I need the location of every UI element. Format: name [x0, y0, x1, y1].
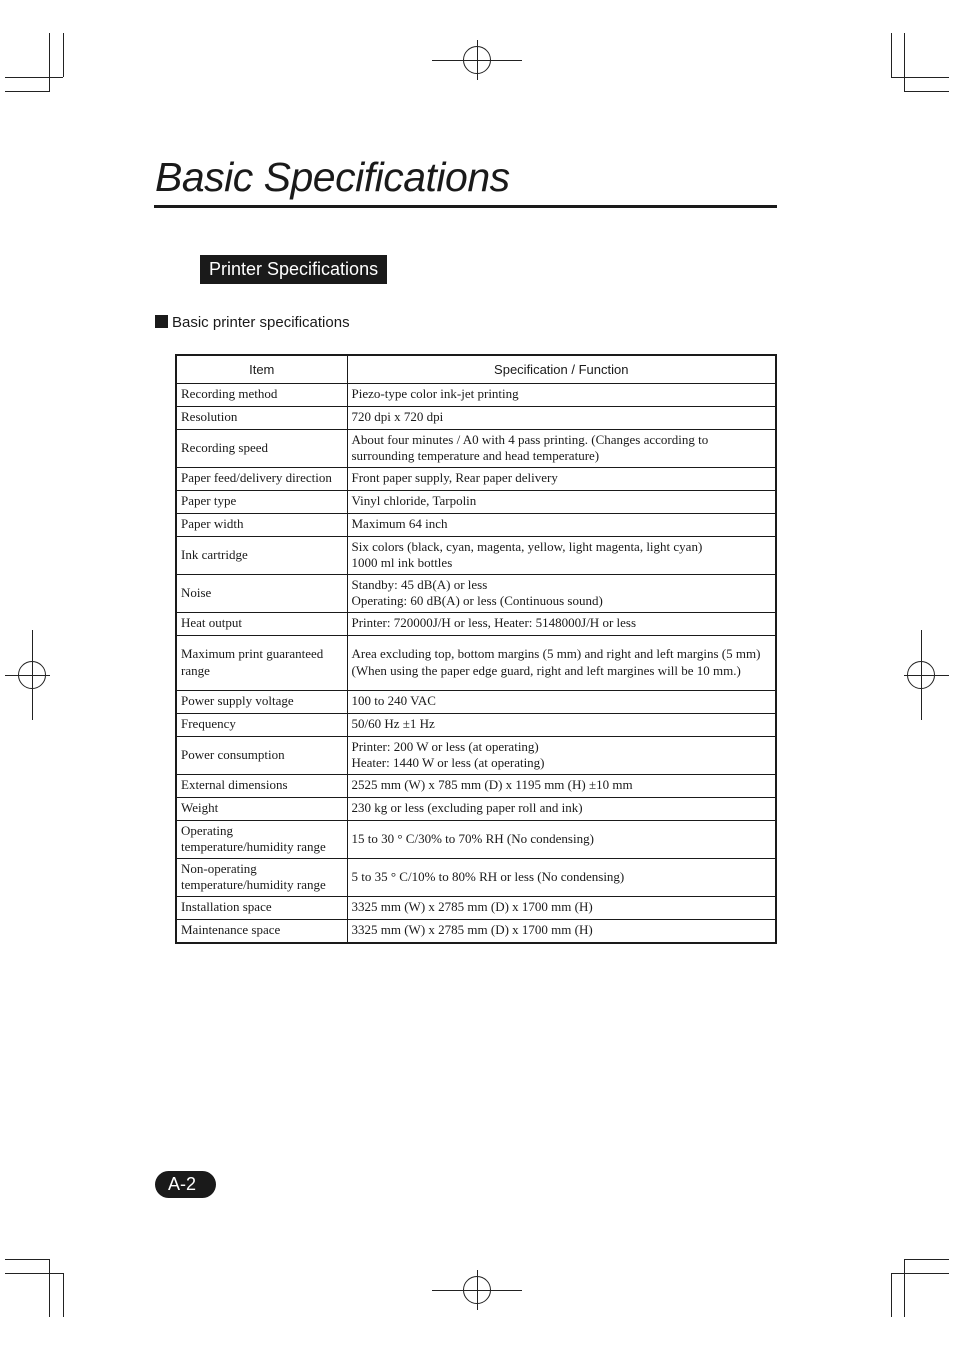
- item-cell: Resolution: [176, 407, 347, 430]
- table-row: [176, 613, 776, 636]
- table-row: [176, 714, 776, 737]
- table-row: [176, 537, 776, 575]
- spec-line: 3325 mm (W) x 2785 mm (D) x 1700 mm (H): [351, 922, 593, 938]
- registration-circle: [463, 46, 491, 74]
- item-cell: Installation space: [176, 897, 347, 920]
- spec-cell: [347, 798, 776, 821]
- item-cell: Frequency: [176, 714, 347, 737]
- table-row: [176, 821, 776, 859]
- spec-line: Six colors (black, cyan, magenta, yellow, light magenta, light cyan): [351, 538, 703, 554]
- spec-cell: [347, 575, 776, 613]
- spec-line: Area excluding top, bottom margins (5 mm) and right and left margins (5 mm) (When using the paper edge guard, right and left margines will be 10 mm.): [351, 646, 761, 678]
- spec-line: 50/60 Hz ±1 Hz: [351, 716, 435, 732]
- page-title: Basic Specifications: [155, 154, 510, 200]
- item-cell: Weight: [176, 798, 347, 821]
- spec-line: Operating: 60 dB(A) or less (Continuous sound): [351, 593, 603, 608]
- item-cell: Maximum print guaranteed range: [176, 636, 347, 691]
- table-row: [176, 897, 776, 920]
- spec-line: 1000 ml ink bottles: [351, 555, 453, 570]
- spec-line: 100 to 240 VAC: [351, 693, 436, 709]
- item-cell: Paper type: [176, 491, 347, 514]
- spec-line: Piezo-type color ink-jet printing: [351, 386, 519, 402]
- table-row: [176, 691, 776, 714]
- spec-cell: [347, 514, 776, 537]
- spec-line: 2525 mm (W) x 785 mm (D) x 1195 mm (H) ±10 mm: [351, 777, 633, 793]
- item-cell: Paper width: [176, 514, 347, 537]
- crop-mark: [49, 33, 50, 91]
- spec-cell: [347, 897, 776, 920]
- sub-heading: [155, 314, 350, 332]
- table-row: [176, 636, 776, 691]
- table-row: [176, 859, 776, 897]
- item-cell: Ink cartridge: [176, 537, 347, 575]
- item-cell: Paper feed/delivery direction: [176, 468, 347, 491]
- table-row: [176, 775, 776, 798]
- item-cell: Non-operating temperature/humidity range: [176, 859, 347, 897]
- page-number-badge: A-2: [155, 1171, 216, 1198]
- spec-cell: [347, 613, 776, 636]
- item-cell: Maintenance space: [176, 920, 347, 944]
- crop-mark: [5, 91, 50, 92]
- crop-mark: [904, 1259, 949, 1260]
- spec-cell: [347, 407, 776, 430]
- crop-mark: [5, 1259, 50, 1260]
- spec-cell: [347, 920, 776, 944]
- spec-table: [175, 354, 777, 944]
- section-heading: Printer Specifications: [200, 255, 387, 284]
- spec-cell: [347, 859, 776, 897]
- table-row: [176, 491, 776, 514]
- spec-cell: [347, 737, 776, 775]
- spec-cell: [347, 384, 776, 407]
- crop-mark: [63, 1273, 64, 1317]
- item-cell: External dimensions: [176, 775, 347, 798]
- spec-line: 720 dpi x 720 dpi: [351, 409, 444, 425]
- spec-line: Printer: 720000J/H or less, Heater: 5148000J/H or less: [351, 615, 637, 631]
- column-header-item: Item: [176, 355, 347, 384]
- registration-circle: [463, 1276, 491, 1304]
- item-cell: Heat output: [176, 613, 347, 636]
- crop-mark: [891, 1273, 949, 1274]
- item-cell: Recording method: [176, 384, 347, 407]
- registration-circle: [907, 661, 935, 689]
- table-row: [176, 514, 776, 537]
- crop-mark: [891, 1273, 892, 1317]
- sub-heading-text: Basic printer specifications: [172, 314, 350, 331]
- table-row: [176, 407, 776, 430]
- spec-cell: [347, 430, 776, 468]
- spec-line: About four minutes / A0 with 4 pass printing. (Changes according to surrounding temperature and head temperature): [351, 431, 709, 463]
- spec-line: Maximum 64 inch: [351, 516, 448, 532]
- item-cell: Noise: [176, 575, 347, 613]
- spec-line: 15 to 30 ° C/30% to 70% RH (No condensing): [351, 830, 594, 846]
- crop-mark: [5, 77, 63, 78]
- spec-line: Heater: 1440 W or less (at operating): [351, 755, 545, 770]
- column-header-spec: Specification / Function: [347, 355, 776, 384]
- crop-mark: [904, 91, 949, 92]
- crop-mark: [904, 33, 905, 91]
- spec-cell: [347, 691, 776, 714]
- spec-line: Front paper supply, Rear paper delivery: [351, 470, 558, 486]
- spec-cell: [347, 468, 776, 491]
- crop-mark: [63, 33, 64, 77]
- spec-cell: [347, 636, 776, 691]
- table-row: [176, 430, 776, 468]
- registration-circle: [18, 661, 46, 689]
- item-cell: Operating temperature/humidity range: [176, 821, 347, 859]
- table-row: [176, 920, 776, 944]
- item-cell: Power consumption: [176, 737, 347, 775]
- spec-cell: [347, 714, 776, 737]
- title-rule: [154, 205, 777, 208]
- item-cell: Recording speed: [176, 430, 347, 468]
- crop-mark: [891, 77, 949, 78]
- table-row: [176, 468, 776, 491]
- spec-cell: [347, 491, 776, 514]
- crop-mark: [891, 33, 892, 77]
- crop-mark: [49, 1259, 50, 1317]
- spec-line: 230 kg or less (excluding paper roll and ink): [351, 800, 583, 816]
- spec-line: Vinyl chloride, Tarpolin: [351, 493, 477, 509]
- table-row: [176, 575, 776, 613]
- spec-cell: [347, 537, 776, 575]
- table-row: [176, 737, 776, 775]
- spec-cell: [347, 775, 776, 798]
- spec-line: Printer: 200 W or less (at operating): [351, 738, 539, 754]
- table-body: [176, 384, 776, 944]
- spec-line: 5 to 35 ° C/10% to 80% RH or less (No condensing): [351, 868, 625, 884]
- crop-mark: [5, 1273, 63, 1274]
- item-cell: Power supply voltage: [176, 691, 347, 714]
- spec-line: 3325 mm (W) x 2785 mm (D) x 1700 mm (H): [351, 899, 593, 915]
- crop-mark: [904, 1259, 905, 1317]
- table-header-row: [176, 355, 776, 384]
- table-row: [176, 384, 776, 407]
- spec-line: Standby: 45 dB(A) or less: [351, 576, 488, 592]
- square-bullet-icon: [155, 315, 168, 328]
- spec-cell: [347, 821, 776, 859]
- table-row: [176, 798, 776, 821]
